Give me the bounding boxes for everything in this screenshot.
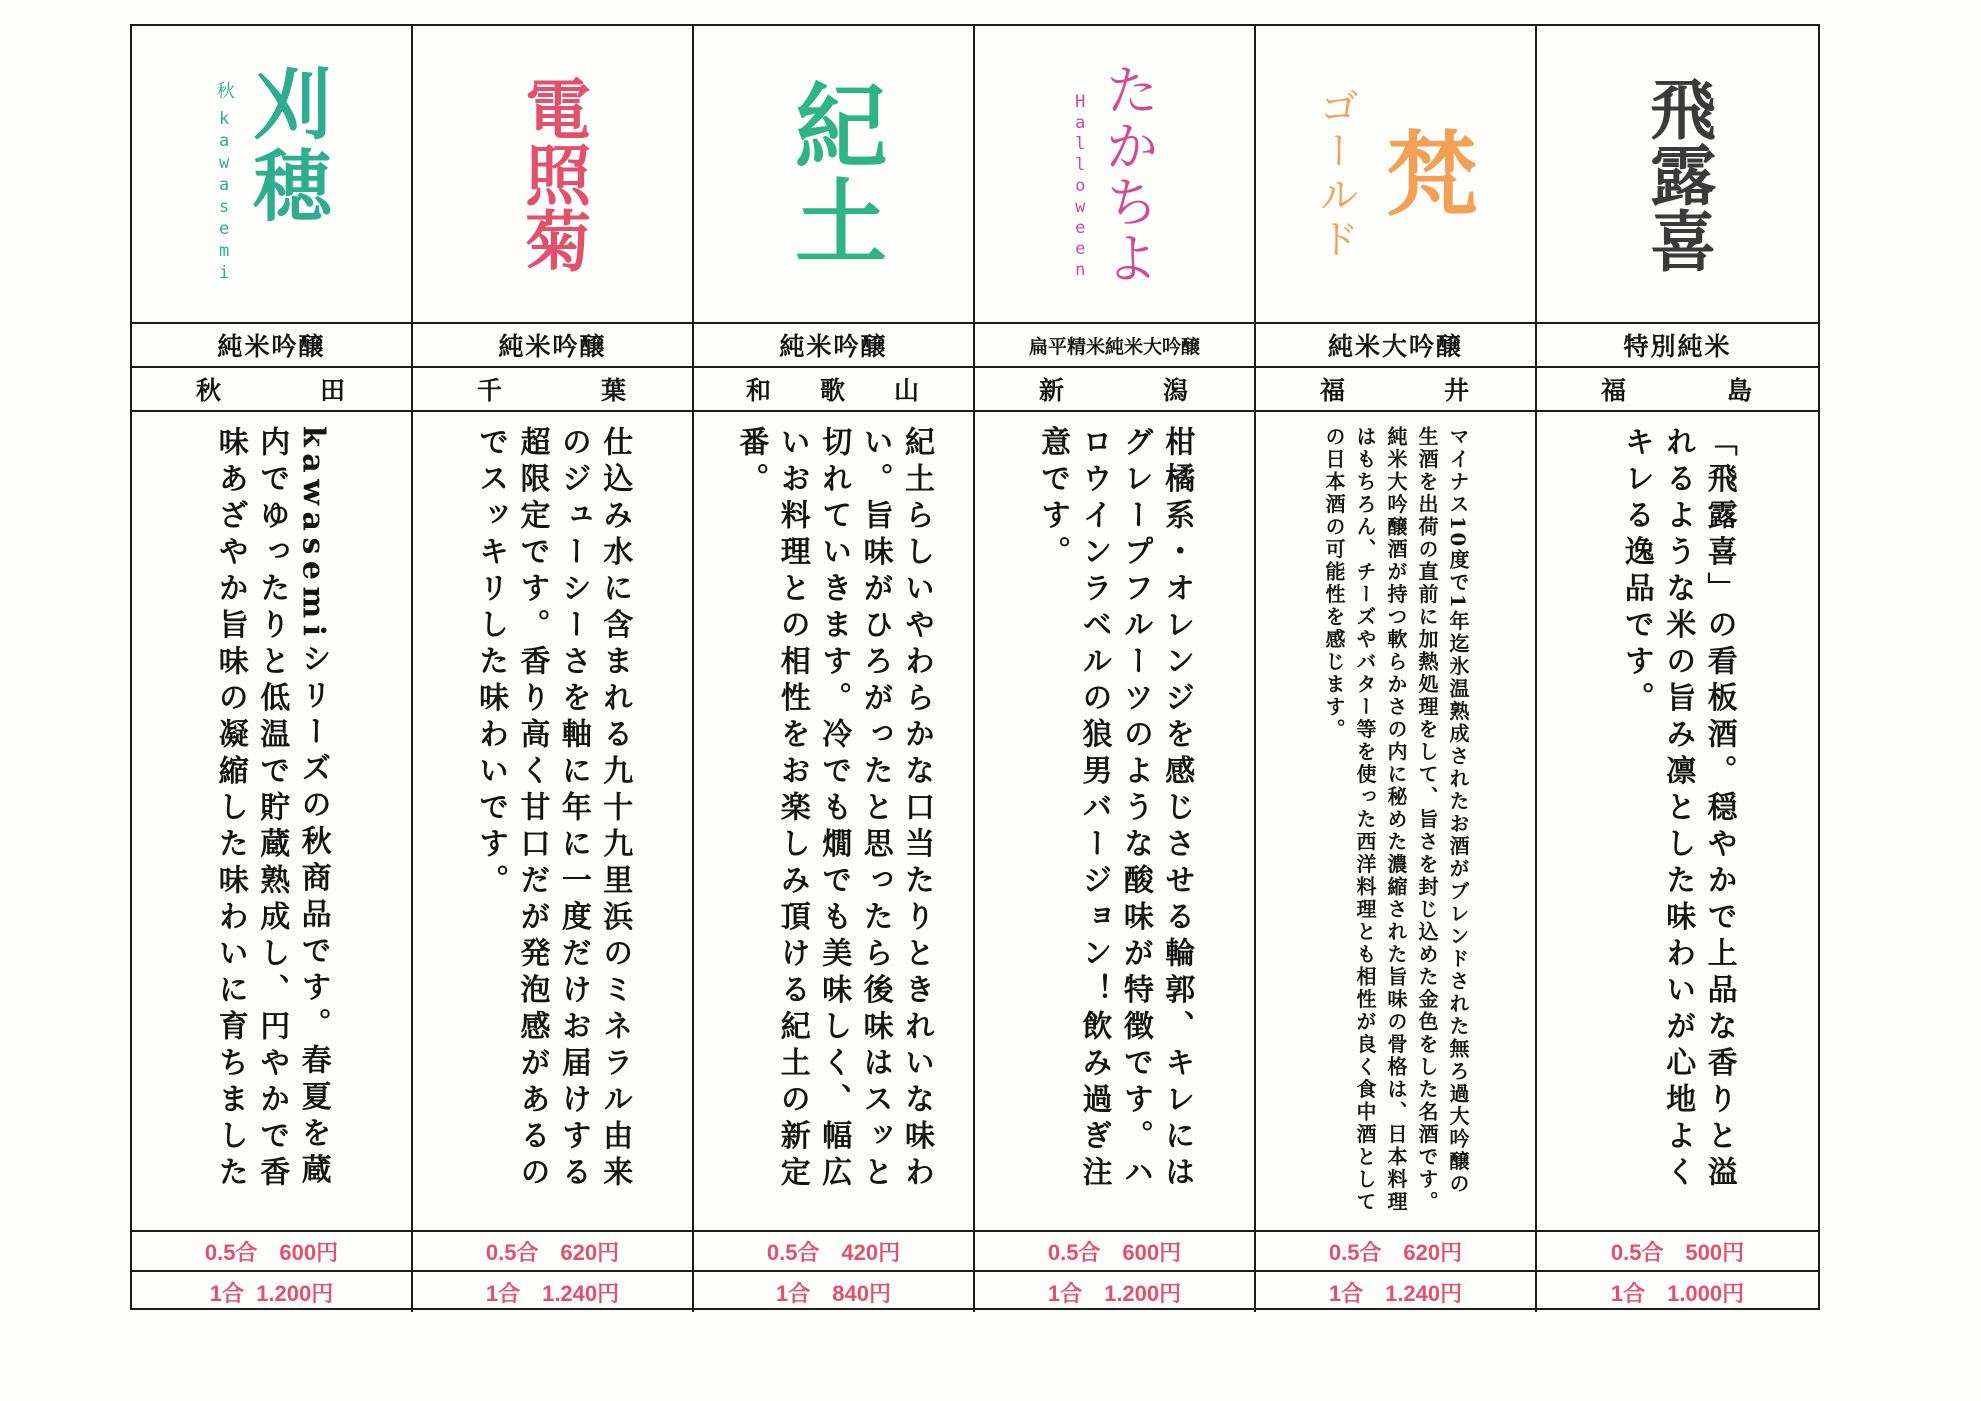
region-char: 新 <box>1039 376 1067 405</box>
price-one-karaho: 1合 1.200円 <box>132 1272 413 1312</box>
price-one-denshogiku: 1合 1.240円 <box>413 1272 694 1312</box>
region-char: 潟 <box>1162 376 1190 405</box>
region-char: 島 <box>1726 376 1754 405</box>
region-char: 千 <box>477 376 505 405</box>
grade-denshogiku: 純米吟醸 <box>413 324 694 368</box>
region-char: 山 <box>893 376 921 405</box>
brand-cell-takachiyo <box>975 26 1256 324</box>
region-char: 和 <box>746 376 774 405</box>
region-bon <box>1256 368 1537 412</box>
brand-cell-bon <box>1256 26 1537 324</box>
region-kido <box>694 368 975 412</box>
brand-name-karaho: 刈穂 <box>240 63 332 227</box>
region-char: 福 <box>1601 376 1629 405</box>
brand-cell-kido <box>694 26 975 324</box>
sake-menu-table <box>130 24 1820 1310</box>
brand-name-hiroki: 飛露喜 <box>1638 75 1717 273</box>
region-karaho <box>132 368 413 412</box>
description-kido: 紀土らしいやわらかな口当たりときれいな味わい。旨味がひろがったと思ったら後味はスッと切れていきます。冷でも燗でも美味しく、幅広いお料理との相性をお楽しみ頂ける紀土の新定番。 <box>733 426 934 1193</box>
description-hiroki: 「飛露喜」の看板酒。穏やかで上品な香りと溢れるような米の旨み凛とした味わいが心地よくキレる逸品です。 <box>1618 426 1737 1193</box>
description-cell-denshogiku <box>413 412 694 1232</box>
price-half-kido: 0.5合 420円 <box>694 1232 975 1272</box>
price-one-takachiyo: 1合 1.200円 <box>975 1272 1256 1312</box>
region-hiroki <box>1537 368 1818 412</box>
region-denshogiku <box>413 368 694 412</box>
description-denshogiku: 仕込み水に含まれる九十九里浜のミネラル由来のジューシーさを軸に年に一度だけお届けする超限定です。香り高く甘口だが発泡感があるのでスッキリした味わいです。 <box>473 426 633 1193</box>
brand-cell-karaho <box>132 26 413 324</box>
brand-cell-denshogiku <box>413 26 694 324</box>
brand-subtitle-bon: ゴールド <box>1312 86 1359 262</box>
price-half-hiroki: 0.5合 500円 <box>1537 1232 1818 1272</box>
price-half-bon: 0.5合 620円 <box>1256 1232 1537 1272</box>
region-char: 秋 <box>196 376 224 405</box>
brand-subtitle-karaho: kawasemi <box>214 109 235 285</box>
region-char: 田 <box>319 376 347 405</box>
price-half-denshogiku: 0.5合 620円 <box>413 1232 694 1272</box>
description-cell-karaho <box>132 412 413 1232</box>
grade-kido: 純米吟醸 <box>694 324 975 368</box>
region-takachiyo <box>975 368 1256 412</box>
grade-hiroki: 特別純米 <box>1537 324 1818 368</box>
brand-subtitle-takachiyo: Halloween <box>1070 92 1091 281</box>
price-half-takachiyo: 0.5合 600円 <box>975 1232 1256 1272</box>
grade-bon: 純米大吟醸 <box>1256 324 1537 368</box>
description-takachiyo: 柑橘系・オレンジを感じさせる輪郭、キレにはグレープフルーツのような酸味が特徴です。ハロウインラベルの狼男バージョン！飲み過ぎ注意です。 <box>1035 426 1195 1193</box>
region-char: 歌 <box>819 376 847 405</box>
description-cell-takachiyo <box>975 412 1256 1232</box>
description-karaho: kawasemiシリーズの秋商品です。春夏を蔵内でゆったりと低温で貯蔵熟成し、円やかで香味あざやか旨味の凝縮した味わいに育ちました <box>212 426 331 1193</box>
description-cell-bon <box>1256 412 1537 1232</box>
description-cell-hiroki <box>1537 412 1818 1232</box>
price-half-karaho: 0.5合 600円 <box>132 1232 413 1272</box>
description-cell-kido <box>694 412 975 1232</box>
price-one-hiroki: 1合 1.000円 <box>1610 1280 1745 1306</box>
grade-takachiyo: 扁平精米純米大吟醸 <box>975 324 1256 368</box>
description-bon: マイナス10度で1年迄氷温熟成されたお酒がブレンドされた無ろ過大吟醸の生酒を出荷の直前に加熱処理をして、旨さを封じ込めた金色をした名酒です。純米大吟醸酒が持つ軟らかさの内に秘めた濃縮された旨味の骨格は、日本料理はもちろん、チーズやバター等を使った西洋料理とも相性が良く食中酒としての日本酒の可能性を感じます。 <box>1322 426 1470 1214</box>
brand-subtitle-top-karaho: 秋 <box>213 81 235 105</box>
region-char: 井 <box>1443 376 1471 405</box>
brand-name-bon: 梵 <box>1371 126 1480 222</box>
region-char: 福 <box>1320 376 1348 405</box>
price-one-kido: 1合 840円 <box>694 1272 975 1312</box>
price-one-bon: 1合 1.240円 <box>1256 1272 1537 1312</box>
grade-karaho: 純米吟醸 <box>132 324 413 368</box>
brand-name-denshogiku: 電照菊 <box>513 75 592 273</box>
brand-name-takachiyo: たかちよ <box>1096 62 1160 286</box>
region-char: 葉 <box>600 376 628 405</box>
brand-cell-hiroki <box>1537 26 1818 324</box>
brand-name-kido: 紀土 <box>780 78 889 270</box>
